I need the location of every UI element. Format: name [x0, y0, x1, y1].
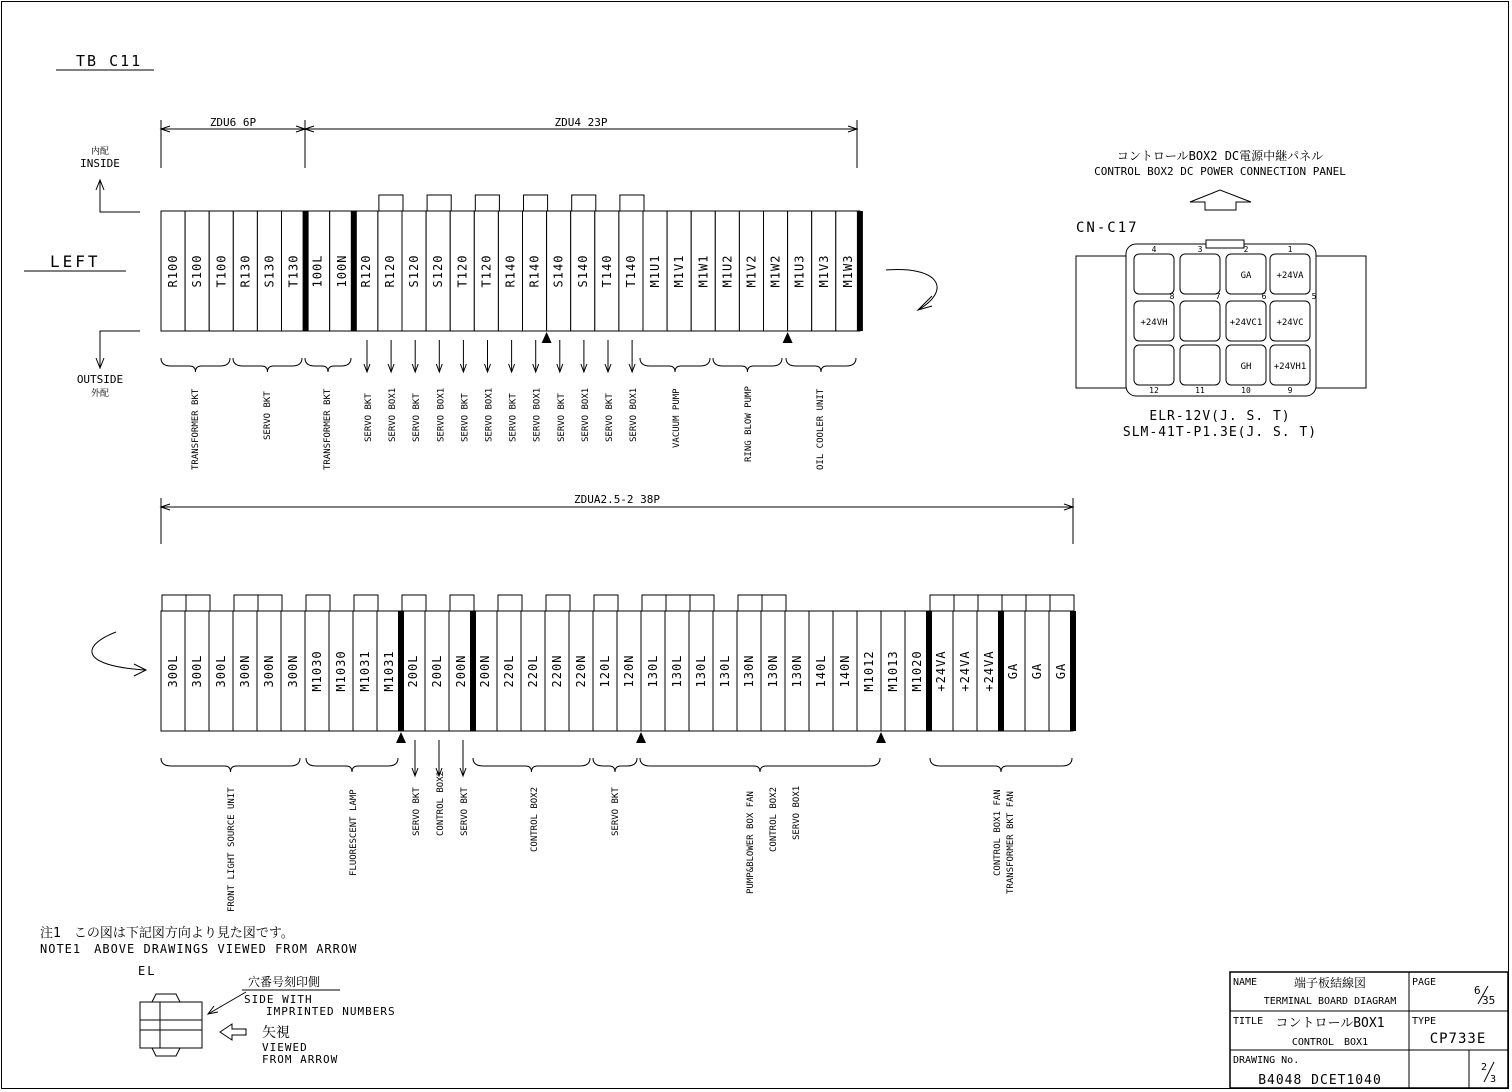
separator-plate: [398, 611, 404, 731]
jumper-tab: [954, 595, 978, 611]
wire-destination-label: SERVO BKT: [412, 787, 422, 836]
connector-pin: [1134, 345, 1174, 385]
terminal-label: 300N: [238, 654, 252, 688]
terminal-label: 130L: [718, 654, 732, 688]
note-view-ja: 矢視: [262, 1025, 290, 1041]
pin-number: 12: [1149, 386, 1159, 395]
terminal-label: R130: [238, 254, 253, 288]
terminal-label: 130N: [766, 654, 780, 688]
terminal-label: T140: [623, 254, 638, 288]
tb-type-label: TYPE: [1412, 1016, 1437, 1027]
pin-signal: GH: [1240, 362, 1252, 372]
wire-destination-label: SERVO BKT: [508, 393, 519, 442]
group-brace: [305, 358, 351, 372]
jumper-tab: [379, 195, 403, 211]
connector-title-ja: コントロールBOX2 DC電源中継パネル: [1116, 149, 1324, 163]
group-brace: [640, 758, 880, 772]
dim-zdua: ZDUA2.5-2 38P: [573, 493, 661, 506]
note-en: NOTE1 ABOVE DRAWINGS VIEWED FROM ARROW: [40, 942, 358, 956]
jumper-tab: [1050, 595, 1074, 611]
dim-zdu4: ZDU4 23P: [554, 116, 608, 129]
outside-en: OUTSIDE: [76, 373, 124, 386]
terminal-label: 100L: [310, 254, 325, 288]
note-view-en2: FROM ARROW: [262, 1053, 339, 1066]
separator-plate: [303, 211, 309, 331]
terminal-label: 300L: [214, 654, 228, 688]
pin-number: 5: [1311, 292, 1317, 301]
tb-name-en: TERMINAL BOARD DIAGRAM: [1263, 996, 1397, 1007]
inside-en: INSIDE: [80, 157, 120, 170]
terminal-label: 130N: [790, 654, 804, 688]
connector-pin: [1134, 254, 1174, 294]
tb-name-ja: 端子板結線図: [1293, 976, 1367, 990]
terminal-label: T100: [214, 254, 229, 288]
connector-view-arrow: [1190, 190, 1251, 210]
jumper-tab: [1026, 595, 1050, 611]
terminal-label: 120N: [622, 654, 636, 688]
wire-destination-label: SERVO BOX1: [484, 387, 495, 442]
group-transformer-bkt-2: TRANSFORMER BKT: [323, 388, 333, 470]
terminal-label: M1W2: [768, 254, 783, 288]
wire-destination-label: SERVO BKT: [412, 393, 423, 442]
terminal-label: S140: [575, 254, 590, 288]
terminal-label: M1W1: [696, 254, 711, 288]
group-brace: [306, 758, 398, 772]
terminal-label: T140: [599, 254, 614, 288]
wire-destination-label: SERVO BOX1: [532, 387, 543, 442]
terminal-label: M1031: [358, 650, 372, 692]
connector-left-latch: [1076, 256, 1126, 388]
jumper-tab: [498, 595, 522, 611]
terminal-label: M1U3: [792, 254, 807, 288]
tb-sheet-total: 3: [1490, 1074, 1497, 1085]
separator-plate: [351, 211, 357, 331]
group-fluorescent-lamp: FLUORESCENT LAMP: [349, 789, 359, 876]
connector-right-latch: [1316, 256, 1366, 388]
wire-destination-label: SERVO BKT: [364, 393, 374, 442]
connector-part1: ELR-12V(J. S. T): [1149, 409, 1291, 424]
jumper-tab: [475, 195, 499, 211]
terminal-label: R120: [358, 254, 373, 288]
terminal-label: M1V1: [672, 254, 687, 288]
terminal-label: 220N: [550, 654, 564, 688]
terminal-label: 130L: [694, 654, 708, 688]
tb-page-label: PAGE: [1412, 977, 1437, 988]
terminal-label: 130L: [670, 654, 684, 688]
terminal-label: T120: [479, 254, 494, 288]
terminal-label: M1012: [862, 650, 876, 692]
el-connector-sketch: [140, 994, 202, 1056]
terminal-label: 140L: [814, 654, 828, 688]
group-control-box1-fan: CONTROL BOX1 FAN: [993, 789, 1003, 876]
pin-signal: +24VH: [1140, 318, 1168, 328]
terminal-label: 300L: [190, 654, 204, 688]
separator-plate: [857, 211, 863, 331]
note-el: EL: [138, 964, 157, 978]
outside-ja: 外配: [90, 389, 110, 399]
group-servo-bkt: SERVO BKT: [611, 787, 621, 836]
wire-destination-label: SERVO BOX1: [580, 387, 591, 442]
title-block: [1230, 972, 1508, 1088]
group-brace: [233, 358, 302, 372]
jumper-tab: [978, 595, 1002, 611]
pin-number: 1: [1287, 245, 1293, 254]
jumper-tab: [620, 195, 644, 211]
terminal-label: S120: [431, 254, 446, 288]
terminal-label: +24VA: [958, 650, 972, 692]
bottom-group-labels: [227, 786, 1016, 912]
jumper-tab: [354, 595, 378, 611]
group-control-box2: CONTROL BOX2: [530, 786, 540, 852]
terminal-label: 120L: [598, 654, 612, 688]
bottom-dimension: [161, 493, 1073, 544]
terminal-label: 300N: [286, 654, 300, 688]
pin-number: 10: [1241, 386, 1251, 395]
dim-zdu6: ZDU6 6P: [209, 116, 257, 129]
outside-arrow: [100, 331, 140, 368]
jumper-tab: [642, 595, 666, 611]
separator-plate: [926, 611, 932, 731]
terminal-label: 220N: [574, 654, 588, 688]
terminal-label: M1V3: [816, 254, 831, 288]
pin-number: 3: [1197, 245, 1203, 254]
terminal-label: M1030: [310, 650, 324, 692]
jumper-tab: [738, 595, 762, 611]
terminal-label: S100: [190, 254, 205, 288]
group-brace: [593, 758, 637, 772]
jumper-tab: [427, 195, 451, 211]
terminal-label: 100N: [334, 254, 349, 288]
tb-title-ja: コントロールBOX1: [1275, 1016, 1385, 1031]
connector-title-en: CONTROL BOX2 DC POWER CONNECTION PANEL: [1094, 165, 1346, 178]
marker-triangle: [783, 332, 793, 343]
pin-number: 9: [1287, 386, 1293, 395]
jumper-tab: [1002, 595, 1026, 611]
tb-name: TB C11: [76, 52, 143, 70]
note-side-en1: SIDE WITH: [244, 993, 313, 1006]
terminal-label: M1020: [910, 650, 924, 692]
group-pump-blower-fan: PUMP&BLOWER BOX FAN: [746, 791, 756, 894]
terminal-label: T130: [286, 254, 301, 288]
continue-arrowhead-top: [918, 296, 932, 310]
wire-destination-label: SERVO BKT: [556, 393, 567, 442]
pin-number: 2: [1243, 245, 1249, 254]
marker-triangle: [396, 732, 406, 743]
jumper-tab: [186, 595, 210, 611]
pin-signal: +24VA: [1276, 271, 1304, 281]
inside-ja: 内配: [90, 147, 110, 157]
group-brace: [161, 758, 300, 772]
pin-number: 6: [1261, 292, 1267, 301]
view-arrow-icon: [220, 1024, 246, 1040]
group-front-light-source: FRONT LIGHT SOURCE UNIT: [227, 787, 237, 912]
terminal-label: GA: [1054, 662, 1068, 680]
connector-cn-c17: [1076, 148, 1366, 440]
terminal-label: S140: [551, 254, 566, 288]
terminal-label: M1U1: [648, 254, 663, 288]
group-brace: [161, 358, 230, 372]
terminal-label: 130N: [742, 654, 756, 688]
left-label: LEFT: [50, 252, 101, 271]
jumper-tab: [450, 595, 474, 611]
tb-drawing-no: B4048 DCET1040: [1258, 1073, 1382, 1088]
continue-arrow-bottom: [92, 632, 146, 670]
terminal-label: R140: [503, 254, 518, 288]
pin-number: 11: [1195, 386, 1205, 395]
separator-plate: [1070, 611, 1076, 731]
jumper-tab: [524, 195, 548, 211]
terminal-label: S120: [407, 254, 422, 288]
group-brace: [473, 758, 590, 772]
terminal-label: M1V2: [744, 254, 759, 288]
jumper-tab: [546, 595, 570, 611]
terminal-label: R140: [527, 254, 542, 288]
inside-arrow: [100, 180, 140, 212]
group-transformer-bkt-fan: TRANSFORMER BKT FAN: [1006, 791, 1016, 894]
group-servo-bkt: SERVO BKT: [263, 391, 273, 440]
jumper-tab: [930, 595, 954, 611]
pin-number: 7: [1215, 292, 1221, 301]
group-ring-blow-pump: RING BLOW PUMP: [744, 386, 754, 462]
pin-signal: +24VC: [1276, 318, 1304, 328]
terminal-label: 200N: [454, 654, 468, 688]
top-arrow-labels: [364, 340, 639, 442]
marker-triangle: [876, 732, 886, 743]
terminal-label: M1013: [886, 650, 900, 692]
group-brace: [786, 358, 856, 372]
group-brace: [930, 758, 1072, 772]
group-transformer-bkt-1: TRANSFORMER BKT: [191, 388, 201, 470]
jumper-tab: [762, 595, 786, 611]
pin-signal: GA: [1240, 271, 1252, 281]
tb-sheet-num: 2: [1481, 1062, 1488, 1073]
connector-id: CN-C17: [1076, 220, 1139, 236]
connector-pin: [1180, 345, 1220, 385]
note-side-ja: 穴番号刻印側: [248, 975, 321, 989]
pin-signal: +24VH1: [1273, 362, 1307, 372]
jumper-tab: [666, 595, 690, 611]
note-ja: 注1 この図は下記図方向より見た図です。: [40, 926, 294, 941]
terminal-label: 220L: [502, 654, 516, 688]
pin-number: 4: [1151, 245, 1157, 254]
wire-destination-label: SERVO BOX1: [388, 387, 399, 442]
terminal-label: 220L: [526, 654, 540, 688]
group-vacuum-pump: VACUUM PUMP: [672, 388, 682, 448]
jumper-tab: [690, 595, 714, 611]
pin-number: 8: [1169, 292, 1175, 301]
terminal-label: +24VA: [982, 650, 996, 692]
terminal-label: M1030: [334, 650, 348, 692]
terminal-label: 200L: [406, 654, 420, 688]
continue-arrow-top: [886, 270, 937, 310]
group-brace: [640, 358, 710, 372]
terminal-label: GA: [1030, 662, 1044, 680]
bottom-arrow-labels: [412, 740, 470, 836]
tb-name-label: NAME: [1233, 977, 1258, 988]
terminal-label: S130: [262, 254, 277, 288]
connector-pin: [1180, 254, 1220, 294]
terminal-label: M1031: [382, 650, 396, 692]
separator-plate: [470, 611, 476, 731]
connector-pin: [1180, 301, 1220, 341]
wire-destination-label: SERVO BKT: [605, 393, 615, 442]
jumper-tab: [402, 595, 426, 611]
tb-type-value: CP733E: [1429, 1031, 1487, 1047]
marker-triangle: [636, 732, 646, 743]
tb-page-num: 6: [1474, 984, 1481, 997]
group-pump-control-box2: CONTROL BOX2: [769, 786, 779, 852]
separator-plate: [998, 611, 1004, 731]
wire-destination-label: SERVO BKT: [460, 393, 471, 442]
jumper-tab: [306, 595, 330, 611]
bottom-terminal-strip: [161, 595, 1076, 743]
jumper-tab: [594, 595, 618, 611]
jumper-tab: [234, 595, 258, 611]
pin-signal: +24VC1: [1229, 318, 1263, 328]
note-view-en1: VIEWED: [262, 1041, 308, 1054]
wire-destination-label: SERVO BOX1: [436, 387, 447, 442]
tb-title-label: TITLE: [1233, 1016, 1264, 1027]
jumper-tab: [572, 195, 596, 211]
terminal-label: M1U2: [720, 254, 735, 288]
terminal-label: 300N: [262, 654, 276, 688]
top-terminal-strip: [161, 195, 863, 343]
tb-title-en: CONTROL BOX1: [1291, 1037, 1369, 1048]
group-oil-cooler-unit: OIL COOLER UNIT: [816, 388, 826, 470]
wire-destination-label: SERVO BOX1: [629, 387, 640, 442]
marker-triangle: [542, 332, 552, 343]
terminal-label: 200N: [478, 654, 492, 688]
group-brace: [713, 358, 782, 372]
terminal-label: 200L: [430, 654, 444, 688]
note: [40, 926, 396, 1066]
terminal-label: 300L: [166, 654, 180, 688]
terminal-label: 130L: [646, 654, 660, 688]
tb-drawing-label: DRAWING No.: [1233, 1055, 1300, 1066]
wire-destination-label: SERVO BKT: [460, 787, 470, 836]
terminal-label: +24VA: [934, 650, 948, 692]
jumper-tab: [162, 595, 186, 611]
terminal-label: GA: [1006, 662, 1020, 680]
terminal-label: R120: [382, 254, 397, 288]
connector-part2: SLM-41T-P1.3E(J. S. T): [1122, 425, 1318, 440]
note-side-en2: IMPRINTED NUMBERS: [266, 1005, 396, 1018]
connector-key: [1206, 240, 1244, 248]
wire-destination-label: CONTROL BOX2: [436, 770, 446, 836]
terminal-label: T120: [455, 254, 470, 288]
jumper-tab: [258, 595, 282, 611]
terminal-label: R100: [166, 254, 181, 288]
terminal-label: M1W3: [840, 254, 855, 288]
top-dimension: [161, 116, 857, 168]
tb-page-total: 35: [1482, 994, 1496, 1007]
group-pump-servo-box1: SERVO BOX1: [792, 785, 802, 840]
terminal-label: 140N: [838, 654, 852, 688]
